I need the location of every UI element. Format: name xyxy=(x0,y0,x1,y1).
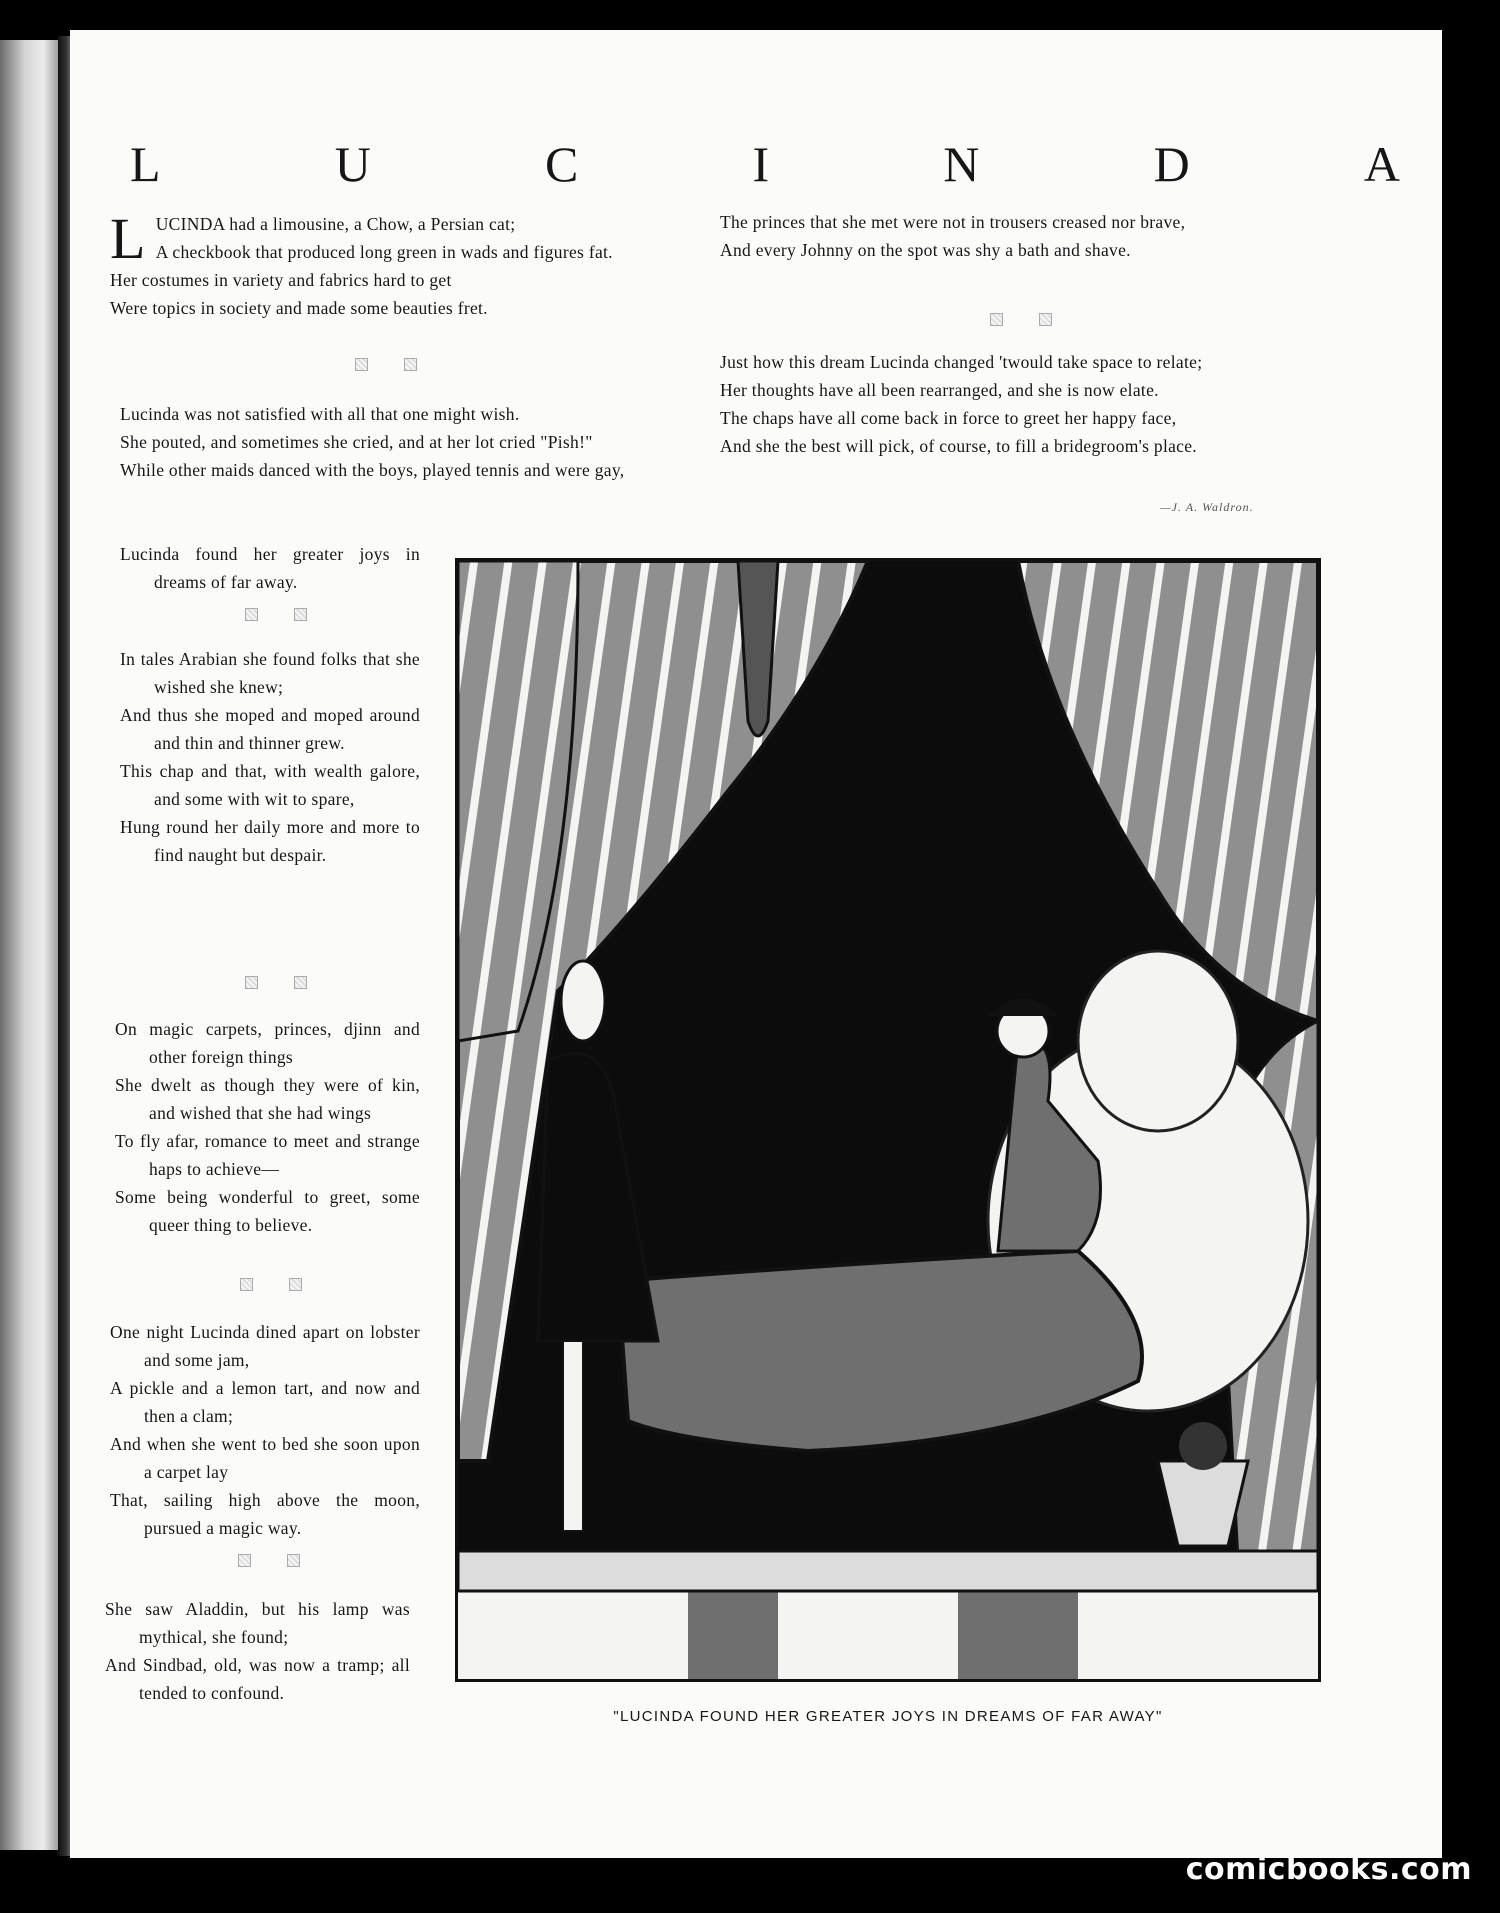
poem-line: While other maids danced with the boys, played tennis and were gay, xyxy=(120,460,625,480)
stanza-ornament xyxy=(240,1278,302,1291)
poem-line: A pickle and a lemon tart, and now and then a clam; xyxy=(110,1378,420,1426)
poem-line: In tales Arabian she found folks that she wished she knew; xyxy=(120,649,420,697)
watermark: comicbooks.com xyxy=(1185,1852,1472,1887)
poem-line: Lucinda found her greater joys in dreams of far away. xyxy=(120,544,420,592)
poem-line: And every Johnny on the spot was shy a bath and shave. xyxy=(720,240,1131,260)
poem-line: On magic carpets, princes, djinn and other foreign things xyxy=(115,1019,420,1067)
stanza-2 xyxy=(120,400,716,484)
poem-line: Just how this dream Lucinda changed 'twould take space to relate; xyxy=(720,352,1203,372)
poem-line: And thus she moped and moped around and thin and thinner grew. xyxy=(120,705,420,753)
illustration-artwork xyxy=(458,561,1318,1679)
poem-line: Her costumes in variety and fabrics hard to get xyxy=(110,270,452,290)
poem-line: She saw Aladdin, but his lamp was mythical, she found; xyxy=(105,1599,410,1647)
stanza-ornament xyxy=(990,313,1052,326)
title-letter: I xyxy=(752,136,770,192)
poem-line: One night Lucinda dined apart on lobster and some jam, xyxy=(110,1322,420,1370)
stanza-4 xyxy=(115,1015,420,1239)
poem-line: The princes that she met were not in trousers creased nor brave, xyxy=(720,212,1186,232)
poem-line: Hung round her daily more and more to find naught but despair. xyxy=(120,817,420,865)
title-letter: D xyxy=(1153,136,1190,192)
poem-line: Her thoughts have all been rearranged, and she is now elate. xyxy=(720,380,1159,400)
drop-cap: L xyxy=(110,206,146,271)
stanza-7 xyxy=(720,208,1322,264)
title-letter: C xyxy=(544,136,579,192)
author-signature: —J. A. Waldron. xyxy=(1160,500,1254,514)
illustration xyxy=(455,558,1321,1682)
poem-line: To fly afar, romance to meet and strange haps to achieve— xyxy=(115,1131,420,1179)
poem-line: Lucinda was not satisfied with all that one might wish. xyxy=(120,404,520,424)
title-letter: U xyxy=(334,136,371,192)
left-page-edge xyxy=(0,40,62,1850)
poem-line: Were topics in society and made some beauties fret. xyxy=(110,298,488,318)
poem-line: And when she went to bed she soon upon a carpet lay xyxy=(110,1434,420,1482)
poem-line: The chaps have all come back in force to greet her happy face, xyxy=(720,408,1177,428)
stanza-ornament xyxy=(238,1554,300,1567)
stanza-1 xyxy=(110,206,726,322)
title-letter: L xyxy=(130,136,161,192)
poem-line: She pouted, and sometimes she cried, and at her lot cried "Pish!" xyxy=(120,432,593,452)
poem-line: A checkbook that produced long green in wads and figures fat. xyxy=(155,242,613,262)
illustration-caption: "LUCINDA FOUND HER GREATER JOYS IN DREAMS OF FAR AWAY" xyxy=(613,1708,1163,1725)
stanza-ornament xyxy=(245,976,307,989)
poem-line: That, sailing high above the moon, pursued a magic way. xyxy=(110,1490,420,1538)
poem-line: And Sindbad, old, was now a tramp; all tended to confound. xyxy=(105,1655,410,1703)
stanza-ornament xyxy=(355,358,417,371)
stanza-3 xyxy=(120,645,420,869)
stanza-ornament xyxy=(245,608,307,621)
magazine-page xyxy=(70,30,1442,1858)
stanza-2-continued xyxy=(120,540,420,596)
poem-line: And she the best will pick, of course, to fill a bridegroom's place. xyxy=(720,436,1197,456)
poem-line: Some being wonderful to greet, some queer thing to believe. xyxy=(115,1187,420,1235)
title-letter: A xyxy=(1363,136,1400,192)
title-letter: N xyxy=(943,136,980,192)
page-title xyxy=(130,135,1400,193)
stanza-8 xyxy=(720,348,1322,460)
poem-line: This chap and that, with wealth galore, and some with wit to spare, xyxy=(120,761,420,809)
stanza-6 xyxy=(105,1595,410,1707)
poem-line: UCINDA had a limousine, a Chow, a Persian cat; xyxy=(155,214,516,234)
poem-line: She dwelt as though they were of kin, and wished that she had wings xyxy=(115,1075,420,1123)
stanza-5 xyxy=(110,1318,420,1542)
